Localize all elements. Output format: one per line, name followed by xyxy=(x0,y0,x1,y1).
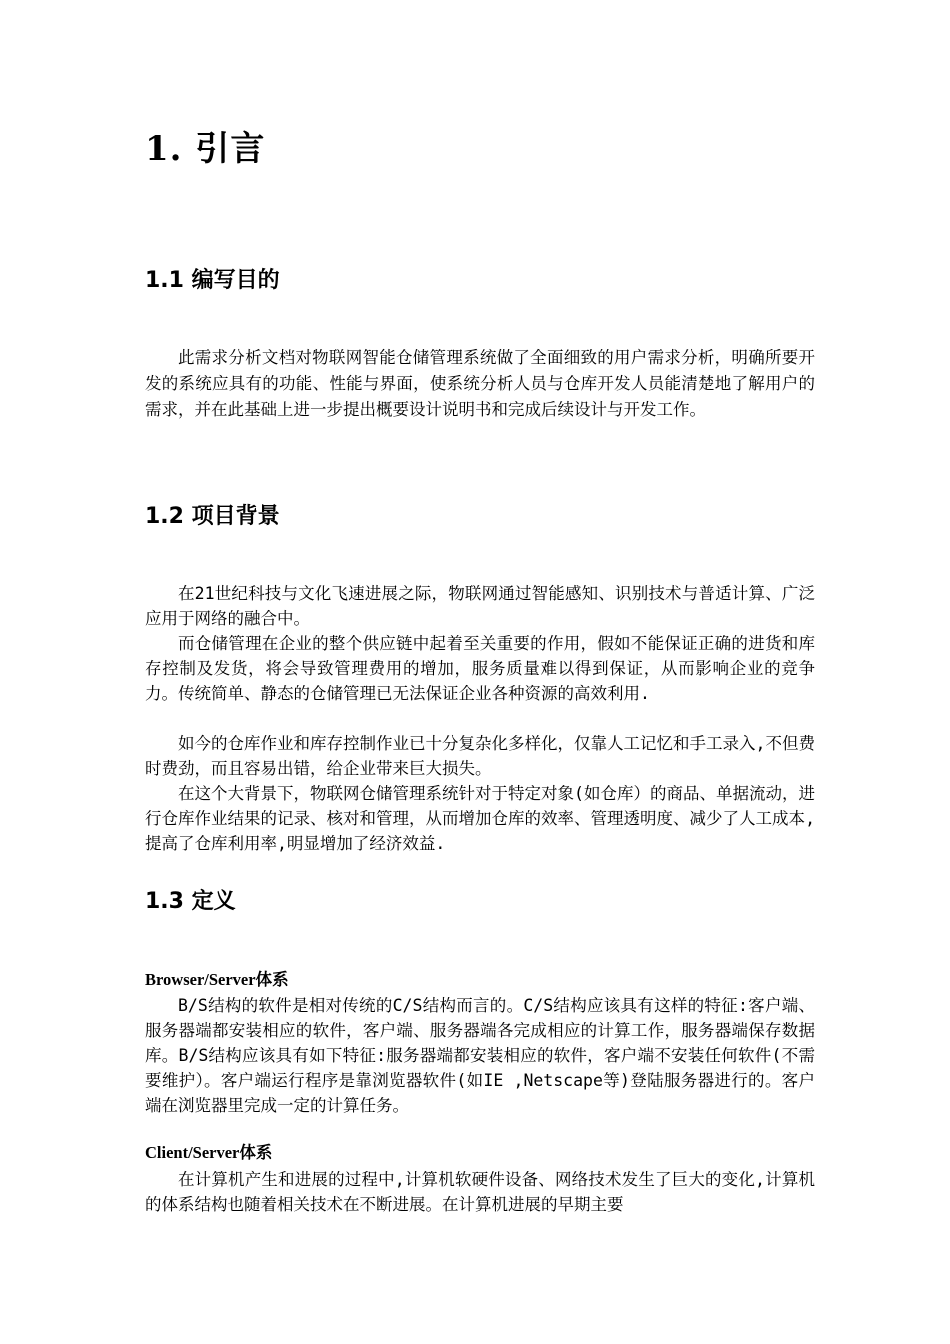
term-title-client-server: Client/Server体系 xyxy=(145,1143,273,1162)
chapter-title: 引言 xyxy=(195,129,266,169)
section-title-definitions: 1.3 定义 xyxy=(145,889,236,914)
chapter-number: 1. xyxy=(145,129,183,169)
paragraph-background-1: 在21世纪科技与文化飞速进展之际，物联网通过智能感知、识别技术与普适计算、广泛应用于网络的融合中。 xyxy=(145,584,815,628)
term-text-browser-server: B/S结构的软件是相对传统的C/S结构而言的。C/S结构应该具有这样的特征:客户端、服务器端都安装相应的软件，客户端、服务器端各完成相应的计算工作，服务器端保存数据库。B/S结构应该具有如下特征:服务器端都安装相应的软件，客户端不安装任何软件(不需要维护）。客户端运行程序是靠浏览器软件(如IE ,Netscape等)登陆服务器进行的。客户端在浏览器里完成一定的计算任务。 xyxy=(145,996,815,1115)
term-title-browser-server: Browser/Server体系 xyxy=(145,970,289,989)
term-text-client-server: 在计算机产生和进展的过程中,计算机软硬件设备、网络技术发生了巨大的变化,计算机的体系结构也随着相关技术在不断进展。在计算机进展的早期主要 xyxy=(145,1170,815,1214)
paragraph-background-3: 如今的仓库作业和库存控制作业已十分复杂化多样化，仅靠人工记忆和手工录入,不但费时费劲，而且容易出错，给企业带来巨大损失。 xyxy=(145,734,815,778)
paragraph-background-2: 而仓储管理在企业的整个供应链中起着至关重要的作用，假如不能保证正确的进货和库存控制及发货，将会导致管理费用的增加，服务质量难以得到保证，从而影响企业的竞争力。传统简单、静态的仓储管理已无法保证企业各种资源的高效利用. xyxy=(145,634,815,703)
section-title-purpose: 1.1 编写目的 xyxy=(145,268,280,293)
paragraph-background-4: 在这个大背景下，物联网仓储管理系统针对于特定对象(如仓库）的商品、单据流动，进行仓库作业结果的记录、核对和管理，从而增加仓库的效率、管理透明度、减少了人工成本,提高了仓库利用率,明显增加了经济效益. xyxy=(145,784,815,853)
chapter-heading xyxy=(145,126,265,172)
paragraph-purpose: 此需求分析文档对物联网智能仓储管理系统做了全面细致的用户需求分析，明确所要开发的系统应具有的功能、性能与界面，使系统分析人员与仓库开发人员能清楚地了解用户的需求，并在此基础上进一步提出概要设计说明书和完成后续设计与开发工作。 xyxy=(145,348,815,419)
section-title-background: 1.2 项目背景 xyxy=(145,504,280,529)
